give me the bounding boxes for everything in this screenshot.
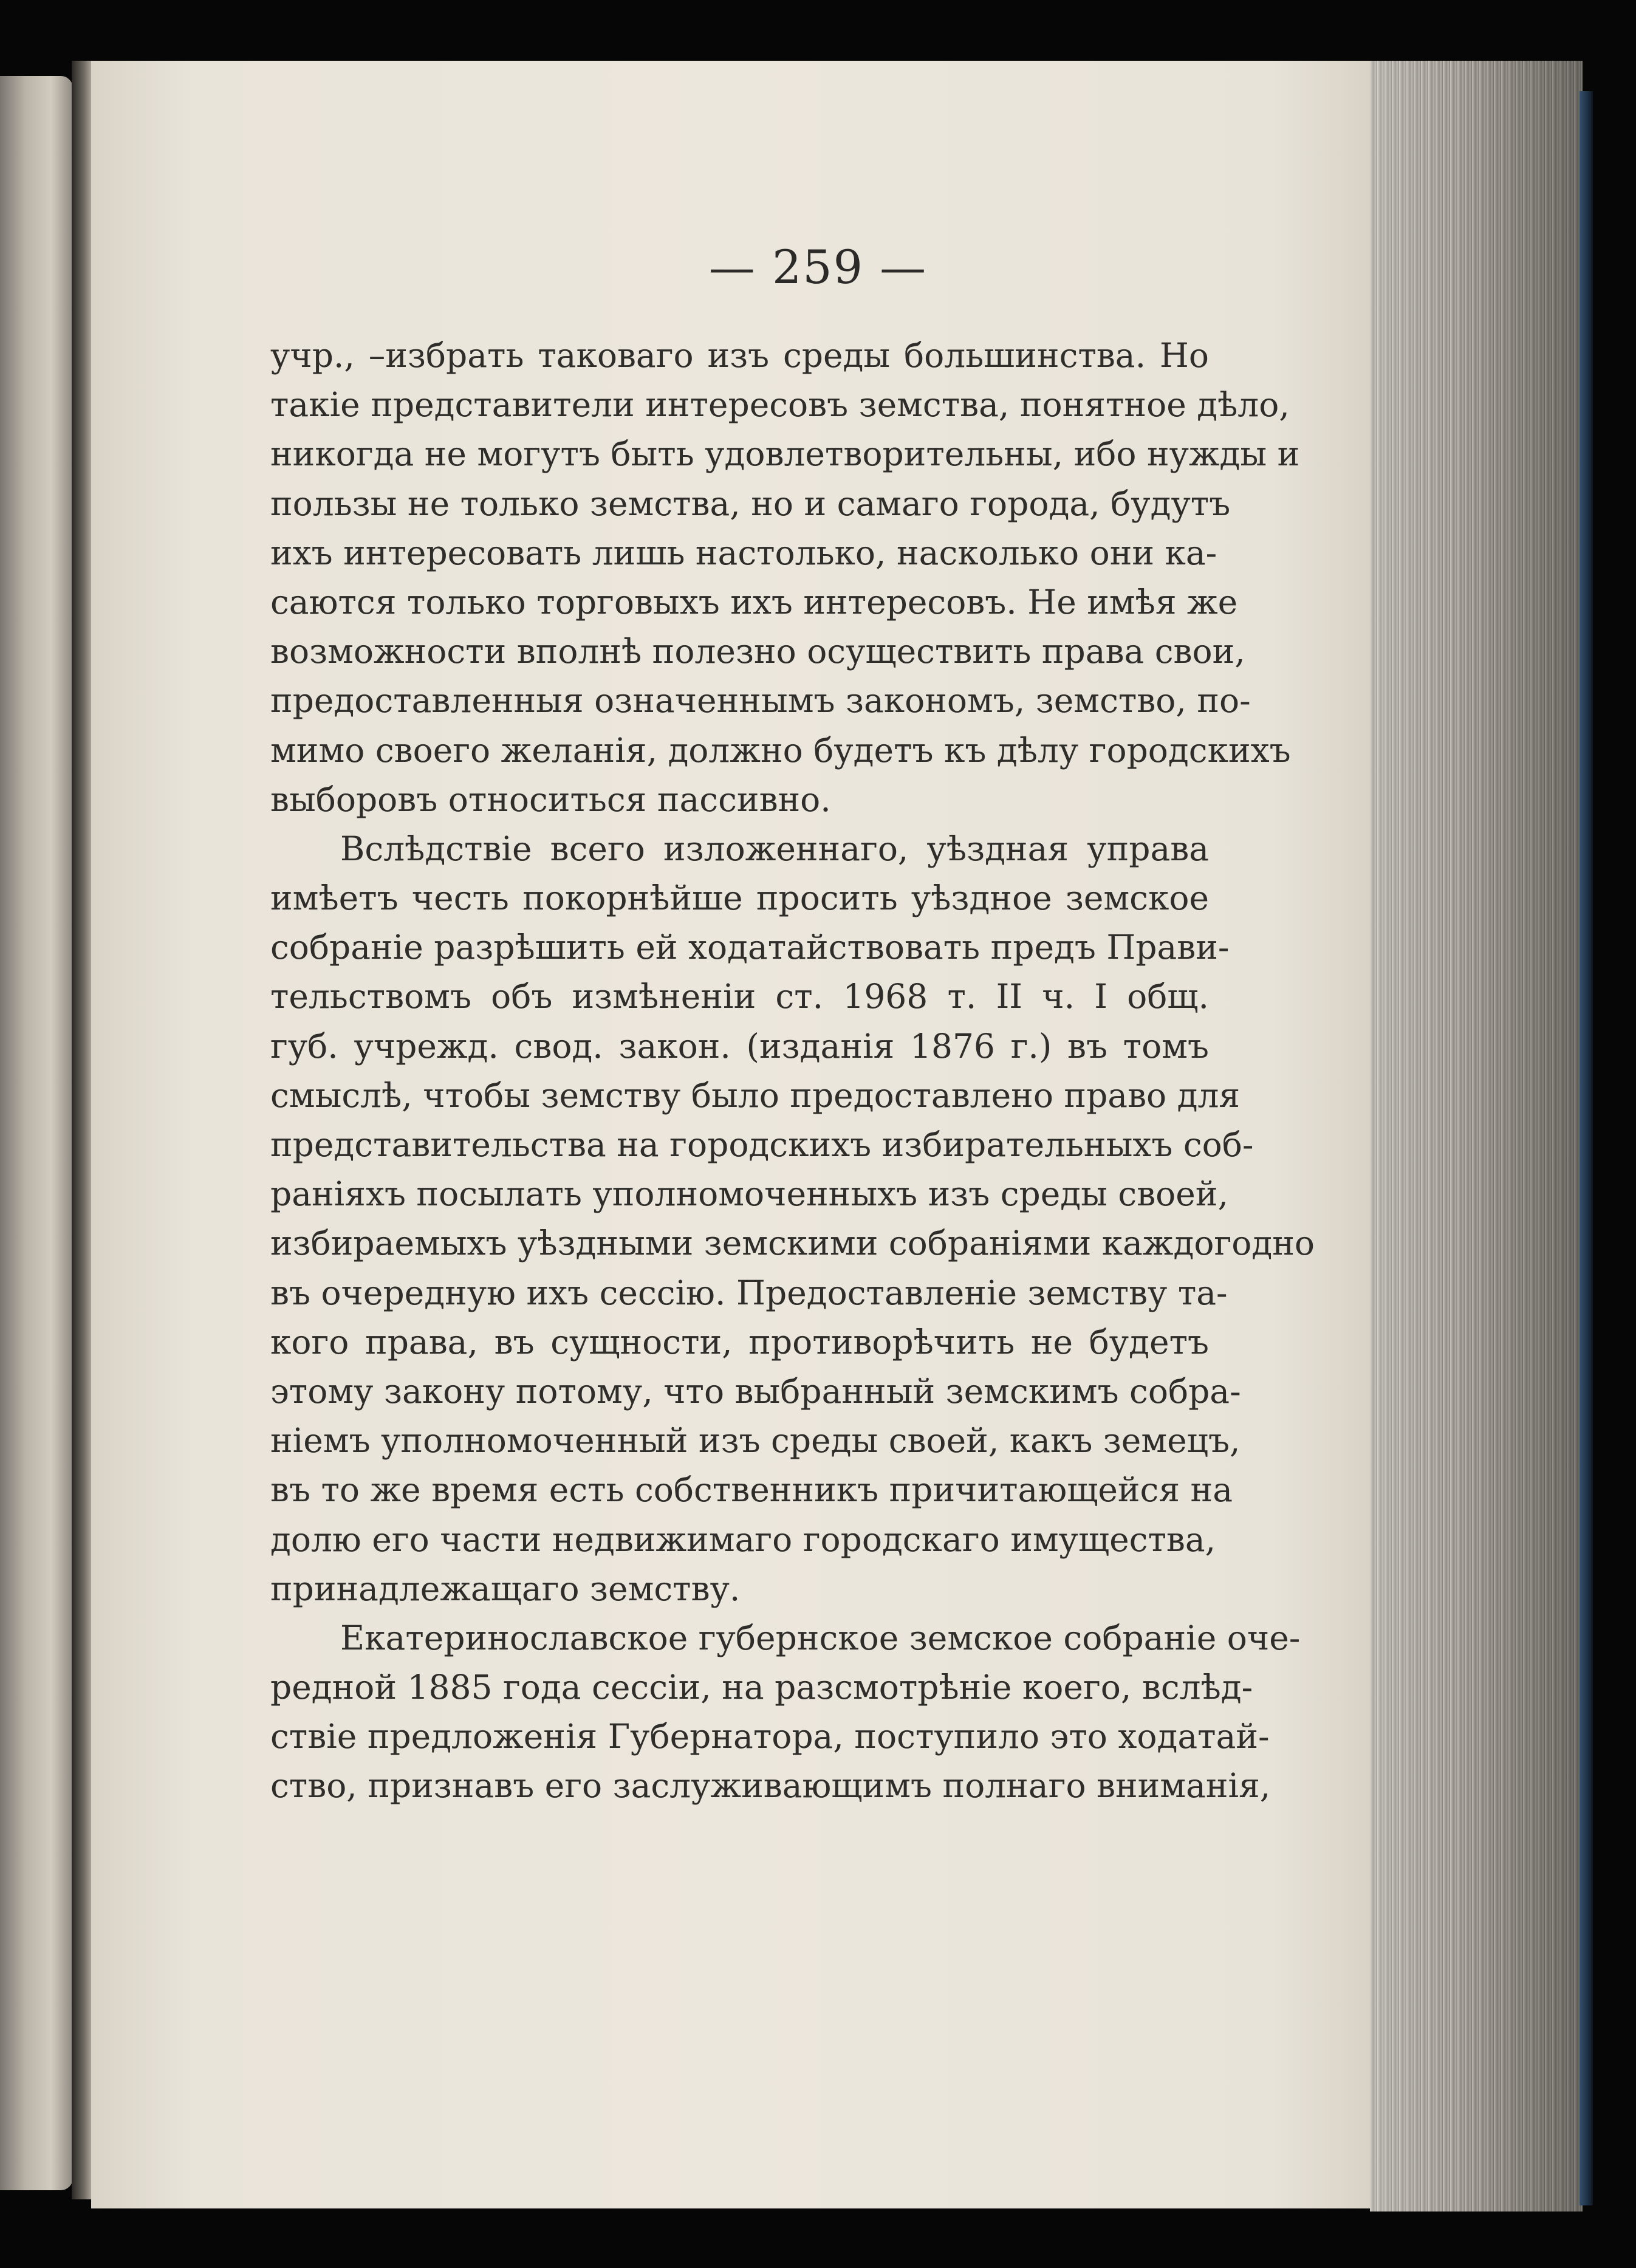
text-line: въ то же время есть собственникъ причитающейся на: [270, 1470, 1233, 1510]
text-line: кого права, въ сущности, противорѣчить не будетъ: [270, 1322, 1209, 1362]
text-line: губ. учрежд. свод. закон. (изданія 1876 г.) въ томъ: [270, 1026, 1209, 1066]
text-line: предоставленныя означеннымъ закономъ, земство, по-: [270, 681, 1251, 721]
text-line: саются только торговыхъ ихъ интересовъ. Не имѣя же: [270, 582, 1238, 622]
text-line: въ очередную ихъ сессію. Предоставленіе земству та-: [270, 1273, 1228, 1312]
book-cover-edge: [1580, 91, 1593, 2205]
page-number: — 259 —: [708, 240, 928, 294]
text-line: ихъ интересовать лишь настолько, насколько они ка-: [270, 533, 1217, 572]
text-line: ніемъ уполномоченный изъ среды своей, какъ земецъ,: [270, 1421, 1241, 1461]
text-line: выборовъ относиться пассивно.: [270, 779, 831, 819]
text-line: собраніе разрѣшить ей ходатайствовать предъ Прави-: [270, 928, 1230, 967]
text-line: смыслѣ, чтобы земству было предоставлено право для: [270, 1075, 1241, 1115]
text-line: Екатеринославское губернское земское собраніе оче-: [340, 1618, 1301, 1657]
page-text: [270, 331, 1315, 1811]
text-line: учр., –избрать таковаго изъ среды большинства. Но: [270, 336, 1209, 375]
text-line: этому закону потому, что выбранный земскимъ собра-: [270, 1371, 1241, 1411]
text-line: долю его части недвижимаго городскаго имущества,: [270, 1519, 1216, 1559]
text-line: ство, признавъ его заслуживающимъ полнаго вниманія,: [270, 1766, 1271, 1806]
text-line: раніяхъ посылать уполномоченныхъ изъ среды своей,: [270, 1174, 1228, 1214]
text-line: представительства на городскихъ избирательныхъ соб-: [270, 1125, 1254, 1164]
text-line: тельствомъ объ измѣненіи ст. 1968 т. II ч. I общ.: [270, 977, 1209, 1016]
page-edges-shade: [1370, 61, 1583, 2211]
text-line: возможности вполнѣ полезно осуществить права свои,: [270, 632, 1245, 671]
left-page-edge: [0, 76, 73, 2190]
text-line: Вслѣдствіе всего изложеннаго, уѣздная управа: [340, 829, 1209, 868]
text-line: пользы не только земства, но и самаго города, будутъ: [270, 484, 1231, 523]
text-line: ствіе предложенія Губернатора, поступило это ходатай-: [270, 1717, 1270, 1756]
text-line: имѣетъ честь покорнѣйше просить уѣздное земское: [270, 879, 1209, 918]
text-line: принадлежащаго земству.: [270, 1569, 741, 1608]
text-line: редной 1885 года сессіи, на разсмотрѣніе коего, вслѣд-: [270, 1668, 1253, 1707]
text-line: мимо своего желанія, должно будетъ къ дѣлу городскихъ: [270, 730, 1291, 770]
text-line: никогда не могутъ быть удовлетворительны, ибо нужды и: [270, 434, 1300, 474]
text-line: избираемыхъ уѣздными земскими собраніями каждогодно: [270, 1224, 1315, 1263]
text-line: такіе представители интересовъ земства, понятное дѣло,: [270, 385, 1290, 425]
